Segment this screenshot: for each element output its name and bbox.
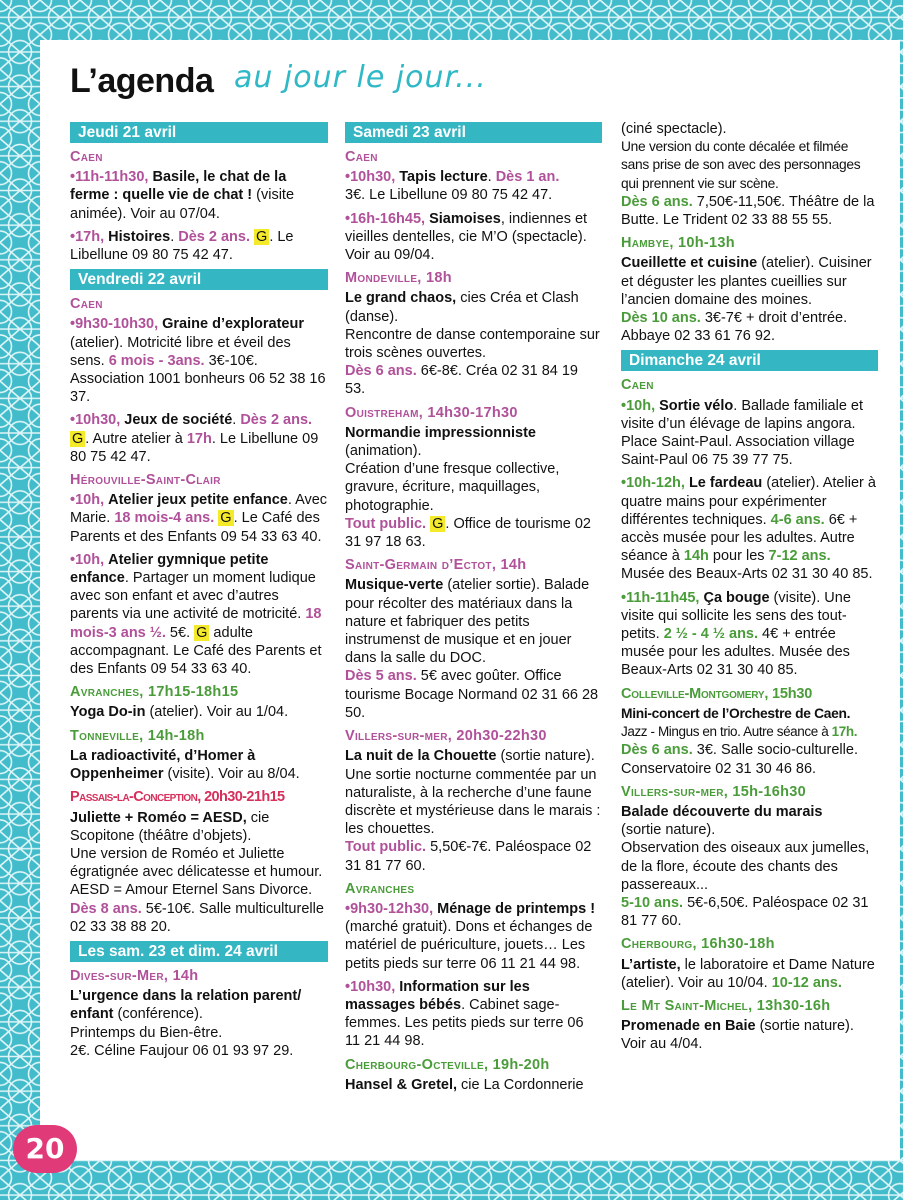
day-header: Vendredi 22 avril xyxy=(70,269,328,290)
event-entry: •16h-16h45, Siamoises, indiennes et vieilles dentelles, cie M’O (spectacle). Voir au 09/04. xyxy=(345,210,588,264)
city-name: Le Mt Saint-Michel, 13h30-16h xyxy=(621,997,831,1014)
page-number-badge: 20 xyxy=(13,1125,77,1173)
day-header: Samedi 23 avril xyxy=(345,122,602,143)
day-header: Jeudi 21 avril xyxy=(70,122,328,143)
free-badge: G xyxy=(256,228,268,245)
city-name: Tonneville, 14h-18h xyxy=(70,727,205,744)
page-title: L’agenda xyxy=(70,62,214,100)
city-name: Cherbourg-Octeville, 19h-20h xyxy=(345,1056,550,1073)
column-1 xyxy=(70,120,328,1065)
event-entry: Le grand chaos, cies Créa et Clash (danse). Rencontre de danse contemporaine sur trois scènes ouvertes. Dès 6 ans. 6€-8€. Créa 02 31 84 19 53. xyxy=(345,290,600,398)
event-entry: •11h-11h45, Ça bouge (visite). Une visite qui sollicite les sens des tout-petits. 2 ½ - 4 ½ ans. 4€ + entrée musée pour les adultes. Musée des Beaux-Arts 02 31 30 40 85. xyxy=(621,589,851,679)
city-name: Ouistreham, 14h30-17h30 xyxy=(345,404,518,421)
column-2 xyxy=(345,120,602,1099)
event-entry: Promenade en Baie (sortie nature). Voir au 4/04. xyxy=(621,1018,854,1053)
event-entry: •10h30, Tapis lecture. Dès 1 an. 3€. Le Libellune 09 80 75 42 47. xyxy=(345,169,560,204)
city-name: Caen xyxy=(345,149,378,165)
city-name: Villers-sur-mer, 15h-16h30 xyxy=(621,783,807,800)
event-entry: •10h30, Information sur les massages bébés. Cabinet sage-femmes. Les petits pieds sur terre 06 11 21 44 98. xyxy=(345,978,584,1050)
city-name: Passais-la-Conception, 20h30-21h15 xyxy=(70,789,285,806)
event-entry: Juliette + Roméo = AESD, cie Scopitone (théâtre d’objets). Une version de Roméo et Juliette égratignée avec délicatesse et humour. AESD = Amour Eternel Sans Divorce. Dès 8 ans. 5€-10€. Salle multiculturelle 02 33 38 88 20. xyxy=(70,809,324,935)
free-badge: G xyxy=(196,624,208,641)
event-entry: Hansel & Gretel, cie La Cordonnerie xyxy=(345,1076,584,1093)
free-badge: G xyxy=(220,510,232,527)
event-entry: •10h, Sortie vélo. Ballade familiale et visite d’un élévage de lapins angora. Place Saint-Paul. Association village Saint-Paul 06 75 39 77 75. xyxy=(621,397,864,469)
event-entry: •10h, Atelier jeux petite enfance. Avec Marie. 18 mois-4 ans. G . Le Café des Parents et des Enfants 09 54 33 63 40. xyxy=(70,492,328,545)
free-badge: G xyxy=(432,515,444,532)
city-name: Villers-sur-mer, 20h30-22h30 xyxy=(345,728,547,745)
event-entry: Musique-verte (atelier sortie). Balade pour récolter des matériaux dans la nature et fabriquer des petits instrumenst de musique et en jouer dans la salle du DOC. Dès 5 ans. 5€ avec goûter. Office tourisme Bocage Normand 02 31 66 28 50. xyxy=(345,577,599,721)
free-badge: G xyxy=(72,430,84,447)
event-entry: •11h-11h30, Basile, le chat de la ferme : quelle vie de chat ! (visite animée). Voir au 07/04. xyxy=(70,169,295,222)
day-header: Les sam. 23 et dim. 24 avril xyxy=(70,941,328,962)
event-entry: •10h-12h, Le fardeau (atelier). Atelier à quatre mains pour expérimenter différentes techniques. 4-6 ans. 6€ + accès musée pour les adultes. Autre séance à 14h pour les 7-12 ans. Musée des Beaux-Arts 02 31 30 40 85. xyxy=(621,475,876,583)
day-header: Dimanche 24 avril xyxy=(621,350,878,371)
city-name: Caen xyxy=(70,296,103,313)
event-entry: Yoga Do-in (atelier). Voir au 1/04. xyxy=(70,704,289,721)
event-entry: Mini-concert de l’Orchestre de Caen. Jazz - Mingus en trio. Autre séance à 17h. Dès 6 ans. 3€. Salle socio-culturelle. Conservatoire 02 31 30 46 86. xyxy=(621,705,858,777)
event-entry: •10h30, Jeux de société. Dès 2 ans. G . Autre atelier à 17h. Le Libellune 09 80 75 42 47. xyxy=(70,412,319,465)
event-entry: (ciné spectacle). Une version du conte décalée et filmée sans prise de son avec des personnages qui prennent vie sur scène. Dès 6 ans. 7,50€-11,50€. Théâtre de la Butte. Le Trident 02 33 88 55 55. xyxy=(621,121,875,229)
city-name: Mondeville, 18h xyxy=(345,270,452,287)
event-entry: Cueillette et cuisine (atelier). Cuisiner et déguster les plantes cueillies sur l’ancien domaine des moines. Dès 10 ans. 3€-7€ + droit d’entrée. Abbaye 02 33 61 76 92. xyxy=(621,255,872,345)
event-entry: La nuit de la Chouette (sortie nature). Une sortie nocturne commentée par un naturaliste, à la recherche d’une faune discrète et mystérieuse dans le marais : les chouettes. Tout public. 5,50€-7€. Paléospace 02 31 81 77 60. xyxy=(345,748,601,874)
city-name: Avranches, 17h15-18h15 xyxy=(70,684,239,701)
event-entry: Normandie impressionniste (animation). Création d’une fresque collective, gravure, écriture, maquillages, photographie. Tout public. G . Office de tourisme 02 31 97 18 63. xyxy=(345,424,591,551)
city-name: Caen xyxy=(621,377,654,394)
column-3 xyxy=(621,120,878,1059)
city-name: Dives-sur-Mer, 14h xyxy=(70,967,199,984)
city-name: Saint-Germain d’Ectot, 14h xyxy=(345,557,527,574)
event-entry: •10h, Atelier gymnique petite enfance. Partager un moment ludique avec son enfant et avec d’autres parents via une activité de motricité. 18 mois-3 ans ½. 5€. G adulte accompagnant. Le Café des Parents et des Enfants 09 54 33 63 40. xyxy=(70,551,322,678)
city-name: Hambye, 10h-13h xyxy=(621,235,735,252)
page-subtitle: au jour le jour... xyxy=(234,60,487,95)
city-name: Cherbourg, 16h30-18h xyxy=(621,936,775,953)
event-entry: •9h30-10h30, Graine d’explorateur (atelier). Motricité libre et éveil des sens. 6 mois - 3ans. 3€-10€. Association 1001 bonheurs 06 52 38 16 37. xyxy=(70,316,326,406)
event-entry: •17h, Histoires. Dès 2 ans. G . Le Libellune 09 80 75 42 47. xyxy=(70,228,294,264)
city-name: Hérouville-Saint-Clair xyxy=(70,472,221,489)
city-name: Colleville-Montgomery, 15h30 xyxy=(621,685,813,702)
event-entry: Balade découverte du marais (sortie nature). Observation des oiseaux aux jumelles, de la flore, écoute des chants des passereaux... 5-10 ans. 5€-6,50€. Paléospace 02 31 81 77 60. xyxy=(621,803,870,930)
city-name: Avranches xyxy=(345,880,415,897)
city-name: Caen xyxy=(70,149,103,165)
event-entry: •9h30-12h30, Ménage de printemps ! (marché gratuit). Dons et échanges de matériel de puériculture, jouets… Les petits pieds sur terre 06 11 21 44 98. xyxy=(345,900,596,972)
event-entry: L’urgence dans la relation parent/ enfant (conférence). Printemps du Bien-être. 2€. Céline Faujour 06 01 93 97 29. xyxy=(70,988,302,1059)
event-entry: L’artiste, le laboratoire et Dame Nature (atelier). Voir au 10/04. 10-12 ans. xyxy=(621,956,875,991)
event-entry: La radioactivité, d’Homer à Oppenheimer (visite). Voir au 8/04. xyxy=(70,747,300,783)
